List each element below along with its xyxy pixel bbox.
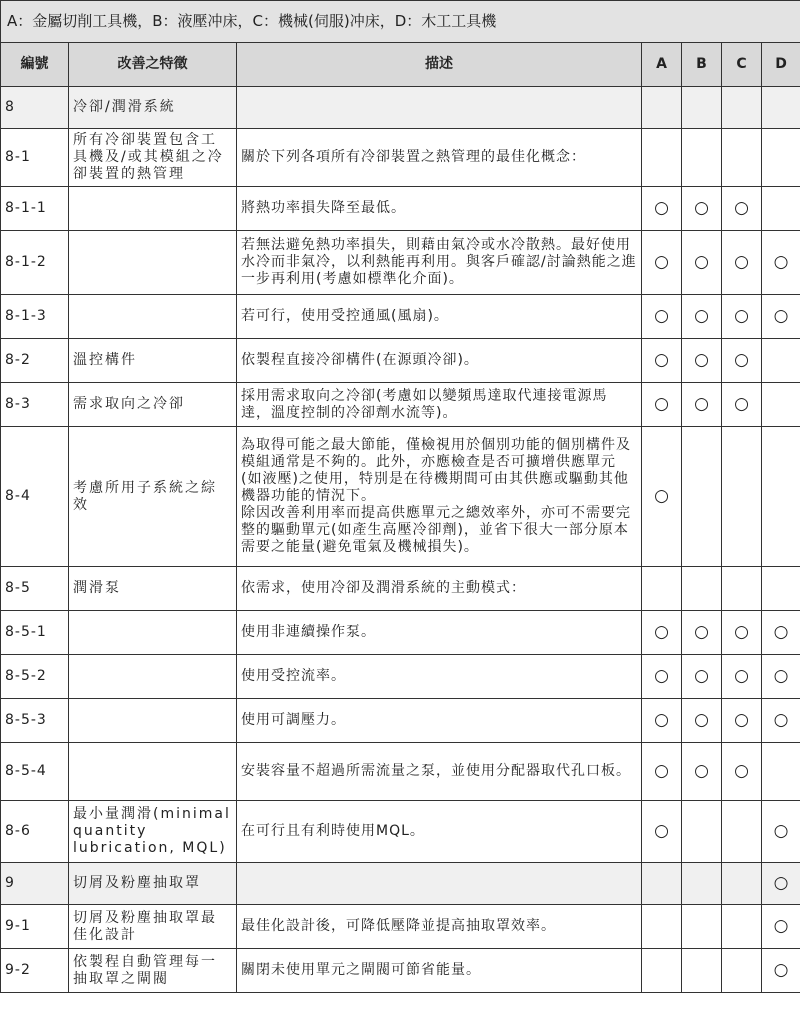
row-number: 9: [1, 863, 69, 905]
header-description: 描述: [237, 43, 642, 87]
mark-c: ○: [722, 187, 762, 231]
row-feature: 潤滑泵: [69, 567, 237, 611]
row-description: 最佳化設計後，可降低壓降並提高抽取罩效率。: [237, 905, 642, 949]
table-row: [1, 801, 800, 863]
table-row: [1, 863, 800, 905]
row-description: 若可行，使用受控通風(風扇)。: [237, 295, 642, 339]
table-row: [1, 295, 800, 339]
header-a: A: [642, 43, 682, 87]
table-row: [1, 383, 800, 427]
mark-b: ○: [682, 295, 722, 339]
row-number: 8: [1, 87, 69, 129]
mark-b: [682, 129, 722, 187]
table-row: [1, 905, 800, 949]
mark-b: ○: [682, 383, 722, 427]
row-number: 8-6: [1, 801, 69, 863]
mark-d: ○: [762, 801, 800, 863]
mark-c: ○: [722, 655, 762, 699]
row-description: 關閉未使用單元之閘閥可節省能量。: [237, 949, 642, 993]
row-number: 8-5-4: [1, 743, 69, 801]
mark-b: [682, 949, 722, 993]
mark-d: [762, 339, 800, 383]
mark-c: [722, 129, 762, 187]
row-number: 8-1-3: [1, 295, 69, 339]
table-row: [1, 339, 800, 383]
mark-a: ○: [642, 339, 682, 383]
mark-b: [682, 801, 722, 863]
row-feature: 所有冷卻裝置包含工具機及/或其模組之冷卻裝置的熱管理: [69, 129, 237, 187]
mark-c: [722, 863, 762, 905]
row-description: [237, 87, 642, 129]
row-feature: 冷卻/潤滑系統: [69, 87, 237, 129]
table-row: [1, 427, 800, 567]
row-description: 使用非連續操作泵。: [237, 611, 642, 655]
table-caption: A：金屬切削工具機，B：液壓冲床，C：機械(伺服)冲床，D：木工工具機: [1, 1, 800, 43]
header-no: 編號: [1, 43, 69, 87]
row-feature: [69, 611, 237, 655]
table-row: [1, 567, 800, 611]
row-feature: 溫控構件: [69, 339, 237, 383]
mark-c: [722, 567, 762, 611]
table-row: [1, 87, 800, 129]
mark-d: ○: [762, 611, 800, 655]
row-feature: 需求取向之冷卻: [69, 383, 237, 427]
row-feature: [69, 743, 237, 801]
mark-a: ○: [642, 383, 682, 427]
mark-c: ○: [722, 743, 762, 801]
mark-b: [682, 427, 722, 567]
mark-b: ○: [682, 655, 722, 699]
mark-d: ○: [762, 295, 800, 339]
mark-c: [722, 87, 762, 129]
header-feature: 改善之特徵: [69, 43, 237, 87]
mark-d: [762, 383, 800, 427]
row-number: 8-4: [1, 427, 69, 567]
row-description: 採用需求取向之冷卻(考慮如以變頻馬達取代連接電源馬達，溫度控制的冷卻劑水流等)。: [237, 383, 642, 427]
mark-a: ○: [642, 611, 682, 655]
row-description: [237, 863, 642, 905]
mark-a: ○: [642, 427, 682, 567]
row-feature: 切屑及粉塵抽取罩: [69, 863, 237, 905]
mark-a: ○: [642, 295, 682, 339]
table-row: [1, 231, 800, 295]
row-description: 依製程直接冷卻構件(在源頭冷卻)。: [237, 339, 642, 383]
header-b: B: [682, 43, 722, 87]
mark-d: [762, 87, 800, 129]
row-description: 使用受控流率。: [237, 655, 642, 699]
row-number: 8-1: [1, 129, 69, 187]
row-number: 8-5-1: [1, 611, 69, 655]
mark-c: [722, 427, 762, 567]
table-row: [1, 743, 800, 801]
mark-b: ○: [682, 187, 722, 231]
row-description: 安裝容量不超過所需流量之泵，並使用分配器取代孔口板。: [237, 743, 642, 801]
mark-d: [762, 567, 800, 611]
row-description: 在可行且有利時使用MQL。: [237, 801, 642, 863]
mark-d: [762, 743, 800, 801]
mark-a: [642, 905, 682, 949]
row-feature: 切屑及粉塵抽取罩最佳化設計: [69, 905, 237, 949]
mark-d: ○: [762, 949, 800, 993]
mark-a: [642, 129, 682, 187]
table-row: [1, 187, 800, 231]
mark-b: ○: [682, 699, 722, 743]
row-description: 依需求，使用冷卻及潤滑系統的主動模式：: [237, 567, 642, 611]
mark-d: [762, 187, 800, 231]
mark-a: ○: [642, 231, 682, 295]
mark-d: ○: [762, 863, 800, 905]
mark-b: ○: [682, 743, 722, 801]
table-row: [1, 949, 800, 993]
table-row: [1, 655, 800, 699]
row-number: 9-2: [1, 949, 69, 993]
mark-a: ○: [642, 743, 682, 801]
row-number: 8-1-2: [1, 231, 69, 295]
table-row: [1, 699, 800, 743]
row-number: 8-1-1: [1, 187, 69, 231]
mark-d: ○: [762, 655, 800, 699]
mark-c: [722, 949, 762, 993]
row-feature: [69, 187, 237, 231]
table-row: [1, 611, 800, 655]
mark-c: [722, 905, 762, 949]
mark-a: [642, 949, 682, 993]
mark-c: ○: [722, 699, 762, 743]
mark-b: [682, 87, 722, 129]
mark-c: ○: [722, 339, 762, 383]
mark-d: [762, 129, 800, 187]
mark-b: [682, 905, 722, 949]
mark-d: [762, 427, 800, 567]
row-feature: [69, 231, 237, 295]
row-description: 將熱功率損失降至最低。: [237, 187, 642, 231]
row-number: 8-2: [1, 339, 69, 383]
row-description: 使用可調壓力。: [237, 699, 642, 743]
description-paragraph-2: 除因改善利用率而提高供應單元之總效率外，亦可不需要完整的驅動單元(如產生高壓冷卻劑)，並省下很大一部分原本需要之能量(避免電氣及機械損失)。: [241, 505, 631, 555]
row-number: 8-5: [1, 567, 69, 611]
mark-a: ○: [642, 655, 682, 699]
mark-d: ○: [762, 699, 800, 743]
row-number: 8-5-3: [1, 699, 69, 743]
mark-c: [722, 801, 762, 863]
row-feature: 最小量潤滑(minimal quantity lubrication, MQL): [69, 801, 237, 863]
mark-d: ○: [762, 905, 800, 949]
mark-b: ○: [682, 339, 722, 383]
row-feature: 考慮所用子系統之綜效: [69, 427, 237, 567]
mark-a: [642, 863, 682, 905]
mark-b: [682, 863, 722, 905]
mark-c: ○: [722, 295, 762, 339]
mark-a: [642, 87, 682, 129]
mark-a: ○: [642, 187, 682, 231]
row-feature: [69, 295, 237, 339]
row-description: 關於下列各項所有冷卻裝置之熱管理的最佳化概念：: [237, 129, 642, 187]
row-feature: [69, 699, 237, 743]
mark-a: ○: [642, 699, 682, 743]
row-feature: [69, 655, 237, 699]
mark-a: [642, 567, 682, 611]
mark-c: ○: [722, 611, 762, 655]
header-c: C: [722, 43, 762, 87]
mark-c: ○: [722, 383, 762, 427]
mark-d: ○: [762, 231, 800, 295]
mark-b: ○: [682, 611, 722, 655]
row-description: [237, 427, 642, 567]
row-number: 8-5-2: [1, 655, 69, 699]
mark-a: ○: [642, 801, 682, 863]
mark-c: ○: [722, 231, 762, 295]
table-row: [1, 129, 800, 187]
row-description: 若無法避免熱功率損失，則藉由氣冷或水冷散熱。最好使用水冷而非氣冷，以利熱能再利用。與客戶確認/討論熱能之進一步再利用(考慮如標準化介面)。: [237, 231, 642, 295]
row-feature: 依製程自動管理每一抽取罩之閘閥: [69, 949, 237, 993]
mark-b: ○: [682, 231, 722, 295]
row-number: 9-1: [1, 905, 69, 949]
description-paragraph: 為取得可能之最大節能，僅檢視用於個別功能的個別構件及模組通常是不夠的。此外，亦應檢查是否可擴增供應單元(如液壓)之使用，特別是在待機期間可由其供應或驅動其他機器功能的情況下。: [241, 437, 631, 504]
header-d: D: [762, 43, 800, 87]
row-number: 8-3: [1, 383, 69, 427]
mark-b: [682, 567, 722, 611]
header-row: [1, 43, 800, 87]
